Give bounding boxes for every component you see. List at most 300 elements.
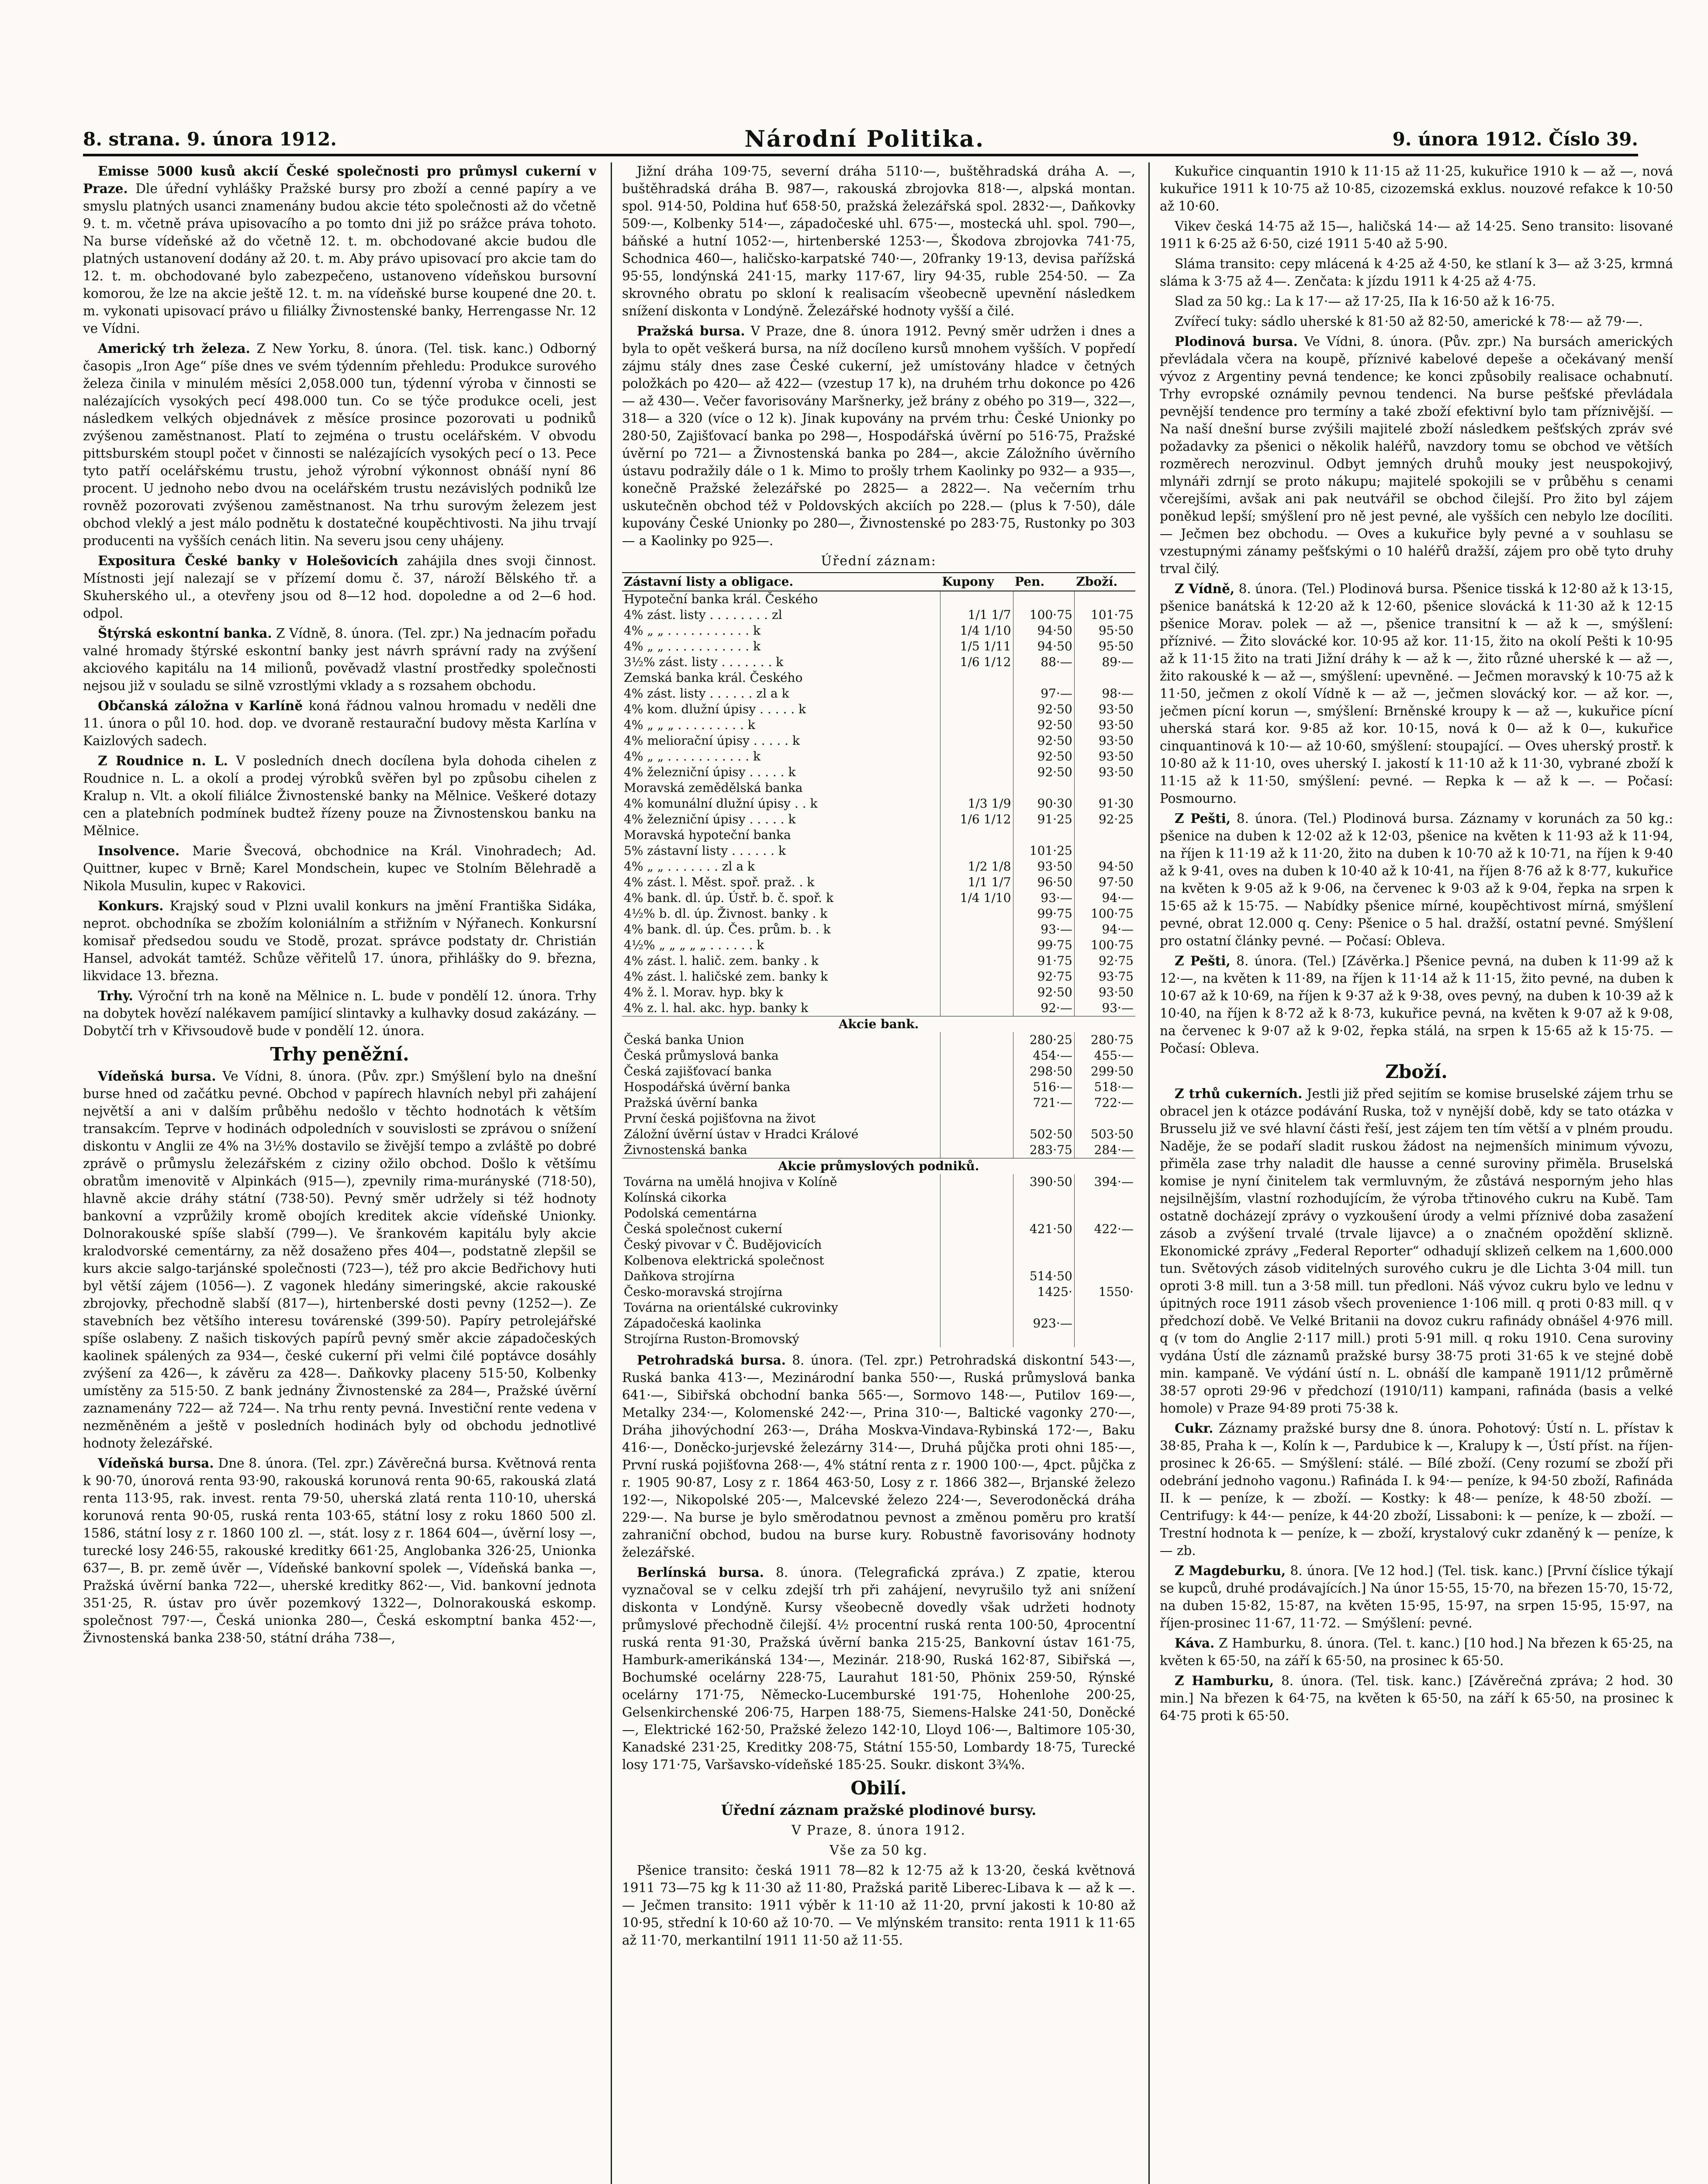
coupon-cell: [940, 780, 1013, 796]
table-row: [622, 702, 1135, 717]
table-row: [622, 1095, 1135, 1111]
table-row: [622, 890, 1135, 906]
article-headline: Emisse 5000 kusů akcií České společnosti pro průmysl cukerní v Praze.: [83, 163, 596, 196]
coupon-cell: [940, 1316, 1013, 1331]
article-body: 8. února. (Tel. zpr.) Petrohradská diskontní 543·—, Ruská banka 413·—, Mezinárodní banka 550·—, Ruská průmyslová banka 641·—, Sibiřská obchodní banka 565·—, Sormovo 148·—, Putilov 169·—, Metalky 234·—, Kolomenské 242·—, Prina 310·—, Baltické vagonky 270·—, Dráha jihovýchodní 263·—, Dráha Moskva-Vindava-Rybinská 172·—, Baku 416·—, Doněcko-jurjevské železárny 314·—, Druhá půjčka proti ohni 185·—, První ruská pojišťovna 268·—, 4% státní renta z r. 1900 100·—, 4pct. půjčka z r. 1905 90·87, Losy z r. 1864 463·50, Losy z r. 1866 382—, Brjanské železo 192·—, Nikopolské 205·—, Malcevské železo 224·—, Severodoněcká dráha 229·—. Na burse je bylo směrodatnou pevnost a změnou poměru pro kratší zahraniční obchod, budou na burse kury. Robustně favorisovány hodnoty železářské.: [622, 1353, 1135, 1560]
coupon-cell: 1/1 1/7: [940, 874, 1013, 890]
article-headline: Vídeňská bursa.: [98, 1068, 216, 1084]
coupon-cell: 1/6 1/12: [940, 812, 1013, 827]
security-name-cell: Česká banka Union: [624, 1033, 744, 1047]
bid-price-cell: 283·75: [1013, 1142, 1074, 1158]
bid-price-cell: 93·—: [1013, 890, 1074, 906]
bid-price-cell: 94·50: [1013, 639, 1074, 654]
industry-rows: [622, 1174, 1135, 1347]
coupon-cell: [940, 1300, 1013, 1316]
table-row: [622, 1142, 1135, 1158]
table-row: [622, 1221, 1135, 1237]
ask-price-cell: [1074, 670, 1135, 686]
table-row: [622, 764, 1135, 780]
bid-price-cell: 454·—: [1013, 1048, 1074, 1064]
security-name-cell: 3½% zást. listy . . . . . . . k: [624, 655, 784, 669]
bid-price-cell: 298·50: [1013, 1064, 1074, 1079]
ask-price-cell: 93·50: [1074, 733, 1135, 749]
bid-price-cell: [1013, 1237, 1074, 1253]
coupon-cell: [940, 749, 1013, 764]
article: [83, 697, 596, 750]
article-body: Jižní dráha 109·75, severní dráha 5110·—, buštěhradská dráha A. —, buštěhradská dráha B. 987—, rakouská zbrojovka 818·—, alpská montan. spol. 914·50, Poldina huť 658·50, pražská železářská spol. 2832·—, Daňkovky 509·—, Kolbenky 514·—, západočeské uhl. 675·—, mostecká uhl. spol. 790—, báňské a hutní 1052·—, hirtenberské 1253·—, Škodova zbrojovka 741·75, Schodnica 460—, haličsko-karpatské 740·—, 20franky 19·13, devisa pařížská 95·55, londýnská 241·15, marky 117·67, liry 94·35, ruble 254·50. — Za skrovného obratu po skloní k realisacím všeobecně upevnění následkem snížení diskonta v Londýně. Železářské hodnoty vyšší a čilé.: [622, 164, 1135, 318]
ask-price-cell: 394·—: [1074, 1174, 1135, 1190]
coupon-cell: [940, 764, 1013, 780]
table-row: [622, 591, 1135, 607]
security-name-cell: První česká pojišťovna na život: [624, 1111, 816, 1126]
coupon-cell: [940, 937, 1013, 953]
security-name-cell: Hospodářská úvěrní banka: [624, 1080, 791, 1094]
table-row: [622, 874, 1135, 890]
quotes-table: [622, 572, 1135, 1347]
column-header: Zboží.: [1074, 573, 1135, 591]
security-name-cell: 4% „ „ „ . . . . . . . . . k: [624, 718, 755, 732]
security-name-cell: Česká zajišťovací banka: [624, 1064, 772, 1078]
security-name-cell: 4% zást. listy . . . . . . . . zl: [624, 608, 782, 622]
security-name-cell: 4% bank. dl. úp. Čes. prům. b. . k: [624, 922, 831, 936]
bid-price-cell: [1013, 1331, 1074, 1347]
ask-price-cell: [1074, 1331, 1135, 1347]
article-body: 8. února. [Ve 12 hod.] (Tel. tisk. kanc.) [První číslice týkají se kupců, druhé prodávajících.] Na únor 15·55, 15·70, na březen 15·70, 15·72, na duben 15·82, 15·87, na květen 15·95, 15·97, na srpen 15·95, 15·97, na říjen-prosinec 11·67, 11·72. — Smýšlení: pevné.: [1160, 1563, 1673, 1631]
article-headline: Berlínská bursa.: [637, 1565, 764, 1580]
article-headline: Trhy.: [98, 988, 133, 1003]
article: [1160, 810, 1673, 950]
bonds-rows: [622, 591, 1135, 1016]
article: [622, 1564, 1135, 1773]
article: [83, 1455, 596, 1647]
bid-price-cell: 92·—: [1013, 1000, 1074, 1016]
table-row: [622, 717, 1135, 733]
coupon-cell: [940, 1253, 1013, 1268]
security-name-cell: 4% zást. l. haličské zem. banky k: [624, 969, 828, 984]
bid-price-cell: [1013, 1253, 1074, 1268]
bid-price-cell: [1013, 780, 1074, 796]
ask-price-cell: 422·—: [1074, 1221, 1135, 1237]
coupon-cell: [940, 1237, 1013, 1253]
table-row: [622, 1206, 1135, 1221]
table-row: [622, 670, 1135, 686]
table-row: [622, 969, 1135, 985]
bid-price-cell: 91·25: [1013, 812, 1074, 827]
coupon-cell: [940, 686, 1013, 702]
coupon-cell: 1/5 1/11: [940, 639, 1013, 654]
ask-price-cell: [1074, 1190, 1135, 1206]
article-body: 8. února. (Telegrafická zpráva.) Z zpatie, kterou vyznačoval se v celku zdejší trh při zahájení, nevyrušilo tyž ani snížení diskonta v Londýně. Kursy všeobecně dovedly však udržeti hodnoty průmyslové přechodně čilejší. 4½ procentní ruská renta 100·50, 4procentní ruská renta 91·30, Pražská úvěrní banka 215·25, Bankovní ústav 161·75, Hamburk-amerikánská 134·—, Mezinár. 218·90, Ruská 162·87, Sibiřská —, Bochumské ocelárny 228·75, Laurahut 181·50, Phönix 259·50, Rýnské ocelárny 171·75, Německo-Lucemburské 191·75, Hohenlohe 200·25, Gelsenkirchenské 206·75, Harpen 188·75, Siemens-Halske 241·50, Doněcké —, Elektrické 162·50, Pražské železo 142·10, Lloyd 106·—, Baltimore 105·30, Kanadské 231·25, Kreditky 208·75, Státní 155·50, Lombardy 18·75, Turecké losy 171·75, Varšavsko-vídeňské 185·25. Soukr. diskont 3¾%.: [622, 1565, 1135, 1772]
ask-price-cell: 94·50: [1074, 859, 1135, 874]
ask-price-cell: [1074, 1253, 1135, 1268]
bid-price-cell: 92·50: [1013, 733, 1074, 749]
security-name-cell: Továrna na umělá hnojiva v Kolíně: [624, 1175, 837, 1189]
table-caption: Úřední záznam:: [821, 553, 937, 568]
article-body: Z New Yorku, 8. února. (Tel. tisk. kanc.) Odborný časopis „Iron Age“ píše dnes ve svém týdenním přehledu: Produkce surového železa činila v minulém měsíci 2,058.000 tun, týdenní výroba v činnosti se nalézajících vysokých pecí 498.000 tun. Co se týče produkce oceli, jest následkem velkých objednávek z měsíce prosince pozorovati u podniků zvýšenou zaměstnanost. Platí to zejména o trustu ocelářském. V obvodu pittsburském stoupl počet v činnosti se nalézajících vysokých pecí o 13. Pece tyto patří ocelářskému trustu, jehož výrobní výkonnost obnáší nyní 86 procent. U jednoho nebo dvou na ocelářském trustu nezávislých podniků lze rovněž pozorovati zvýšenou zaměstnanost. Na trhu surovým železem jest obchod vleklý a jest málo podnětu k dostatečné koupěchtivosti. Na jihu trvají producenti na vyšších cenách litin. Na severu jsou ceny uhájeny.: [83, 341, 596, 548]
table-row: [622, 1127, 1135, 1142]
table-row: [622, 780, 1135, 796]
dateline: V Praze, 8. února 1912.: [792, 1823, 966, 1838]
ask-price-cell: 93·—: [1074, 1000, 1135, 1016]
security-name-cell: 4% „ „ . . . . . . . . . . . k: [624, 639, 761, 653]
ask-price-cell: 97·50: [1074, 874, 1135, 890]
section-row-group: [622, 1016, 1135, 1033]
bid-price-cell: 97·—: [1013, 686, 1074, 702]
article-headline: Petrohradská bursa.: [637, 1352, 786, 1368]
table-row: [622, 827, 1135, 843]
article-body: Pšenice transito: česká 1911 78—82 k 12·75 až k 13·20, česká květnová 1911 73—75 kg k 11·30 až 11·80, Pražská paritě Liberec-Libava k — až k —. — Ječmen transito: 1911 výběr k 11·10 až 11·20, první jakosti k 10·80 až 10·95, střední k 10·60 až 10·70. — Ve mlýnském transito: renta 1911 k 11·65 až 11·70, merkantilní 1911 11·50 až 11·55.: [622, 1863, 1135, 1948]
ask-price-cell: 92·25: [1074, 812, 1135, 827]
security-name-cell: Západočeská kaolinka: [624, 1316, 761, 1330]
header-rule: [83, 154, 1638, 156]
security-name-cell: 4% kom. dlužní úpisy . . . . . k: [624, 702, 806, 716]
bid-price-cell: 280·25: [1013, 1032, 1074, 1048]
coupon-cell: [940, 1190, 1013, 1206]
coupon-cell: [940, 591, 1013, 607]
article-headline: Z Roudnice n. L.: [98, 753, 228, 768]
ask-price-cell: 91·30: [1074, 796, 1135, 812]
security-name-cell: Záložní úvěrní ústav v Hradci Králové: [624, 1127, 859, 1141]
article-headline: Z Magdeburku,: [1175, 1563, 1286, 1578]
table-row: [622, 1331, 1135, 1347]
security-name-cell: 4½% b. dl. úp. Živnost. banky . k: [624, 906, 828, 921]
coupon-cell: [940, 1111, 1013, 1127]
article-body: zahájila dnes svoji činnost. Místnosti její nalezají se v přízemí domu č. 37, nároží Bělského tř. a Skuherského ul., a otevřeny jsou od 8—12 hod. dopoledne a od 2—6 hod. odpol.: [83, 553, 596, 621]
coupon-cell: [940, 1000, 1013, 1016]
security-name-cell: Česká společnost cukerní: [624, 1222, 782, 1236]
ask-price-cell: 94·—: [1074, 922, 1135, 937]
ask-price-cell: 722·—: [1074, 1095, 1135, 1111]
coupon-cell: [940, 702, 1013, 717]
security-name-cell: 4% ž. l. Morav. hyp. bky k: [624, 985, 783, 999]
security-name-cell: 4% z. l. hal. akc. hyp. banky k: [624, 1001, 809, 1015]
table-row: [622, 639, 1135, 654]
ask-price-cell: 92·75: [1074, 953, 1135, 969]
ask-price-cell: [1074, 1237, 1135, 1253]
column-2: [622, 162, 1135, 2184]
ask-price-cell: 299·50: [1074, 1064, 1135, 1079]
article-headline: Vídeňská bursa.: [98, 1455, 214, 1471]
article-body: Marie Švecová, obchodnice na Král. Vinohradech; Ad. Quittner, kupec v Brně; Karel Mondschein, kupec ve Stolním Bělehradě a Nikola Musulin, kupec v Rakovici.: [83, 843, 596, 893]
article: [83, 552, 596, 622]
article: [83, 897, 596, 985]
coupon-cell: 1/1 1/7: [940, 607, 1013, 623]
bid-price-cell: [1013, 827, 1074, 843]
security-name-cell: Daňkova strojírna: [624, 1269, 735, 1283]
article-body: 8. února. (Tel. tisk. kanc.) [Závěrečná zpráva; 2 hod. 30 min.] Na březen k 64·75, na květen k 65·50, na září k 65·50, na prosinec k 64·75 proti k 65·50.: [1160, 1673, 1673, 1723]
table-row: [622, 937, 1135, 953]
security-name-cell: Česko-moravská strojírna: [624, 1285, 783, 1299]
table-row: [622, 922, 1135, 937]
column-header: Kupony: [940, 573, 1013, 591]
ask-price-cell: 94·—: [1074, 890, 1135, 906]
bid-price-cell: 390·50: [1013, 1174, 1074, 1190]
security-name-cell: 4% zást. l. halič. zem. banky . k: [624, 954, 819, 968]
bid-price-cell: 93·50: [1013, 859, 1074, 874]
article-headline: Konkurs.: [98, 898, 164, 913]
table-row: [622, 953, 1135, 969]
coupon-cell: [940, 985, 1013, 1000]
column-header: Pen.: [1013, 573, 1074, 591]
coupon-cell: [940, 1206, 1013, 1221]
coupon-cell: [940, 670, 1013, 686]
article-headline: Pražská bursa.: [637, 323, 745, 339]
article-body: Kukuřice cinquantin 1910 k 11·15 až 11·25, kukuřice 1910 k — až —, nová kukuřice 1911 k 10·75 až 10·85, cizozemská exklus. nouzové refakce k 10·50 až 10·60.: [1160, 164, 1673, 214]
table-row: [622, 1048, 1135, 1064]
section-heading: Zboží.: [1385, 1061, 1448, 1082]
ask-price-cell: 93·50: [1074, 702, 1135, 717]
table-row: [622, 1268, 1135, 1284]
security-name-cell: 5% zástavní listy . . . . . . k: [624, 843, 786, 858]
article: [1160, 1562, 1673, 1632]
ask-price-cell: 95·50: [1074, 623, 1135, 639]
security-name-cell: Pražská úvěrní banka: [624, 1095, 758, 1110]
bid-price-cell: 721·—: [1013, 1095, 1074, 1111]
coupon-cell: [940, 1079, 1013, 1095]
article-headline: Expositura České banky v Holešovicích: [98, 553, 398, 568]
coupon-cell: [940, 906, 1013, 922]
table-row: [622, 1000, 1135, 1016]
bid-price-cell: 92·50: [1013, 764, 1074, 780]
column-divider: [1148, 162, 1150, 2184]
table-section-label: Akcie bank.: [622, 1016, 1135, 1033]
ask-price-cell: 93·75: [1074, 969, 1135, 985]
table-row: [622, 1284, 1135, 1300]
coupon-cell: [940, 953, 1013, 969]
bid-price-cell: 92·50: [1013, 749, 1074, 764]
bid-price-cell: 1425·: [1013, 1284, 1074, 1300]
bid-price-cell: 101·25: [1013, 843, 1074, 859]
article-body: Z Hamburku, 8. února. (Tel. t. kanc.) [10 hod.] Na březen k 65·25, na květen k 65·50, na září k 65·50, na prosinec k 65·50.: [1160, 1636, 1673, 1668]
table-row: [622, 654, 1135, 670]
table-row: [622, 859, 1135, 874]
bid-price-cell: [1013, 670, 1074, 686]
article: [1160, 952, 1673, 1057]
article: [622, 1351, 1135, 1561]
ask-price-cell: 101·75: [1074, 607, 1135, 623]
article: [83, 340, 596, 549]
article: [1160, 1420, 1673, 1559]
ask-price-cell: 93·50: [1074, 749, 1135, 764]
bid-price-cell: 92·50: [1013, 985, 1074, 1000]
coupon-cell: [940, 733, 1013, 749]
coupon-cell: [940, 717, 1013, 733]
table-row: [622, 1064, 1135, 1079]
article: [83, 1068, 596, 1452]
ask-price-cell: 1550·: [1074, 1284, 1135, 1300]
article-headline: Z Vídně,: [1175, 581, 1235, 596]
ask-price-cell: [1074, 591, 1135, 607]
security-name-cell: Podolská cementárna: [624, 1206, 757, 1220]
bid-price-cell: [1013, 591, 1074, 607]
article-body: Dne 8. února. (Tel. zpr.) Závěrečná bursa. Květnová renta k 90·70, únorová renta 93·90, rakouská korunová renta 90·65, rakouská zlatá renta 113·95, rak. invest. renta 79·50, uherská zlatá renta 110·10, uherská korunová renta 90·05, ruská renta 103·65, státní losy z roku 1860 500 zl. 1586, státní losy z r. 1860 100 zl. —, stát. losy z r. 1864 604—, úvěrní losy —, turecké losy 246·55, rakouské kreditky 661·25, Anglobanka 326·25, Unionka 637—, B. pr. země úvěr —, Vídeňské bankovní spolek —, Vídeňská banka —, Pražská úvěrní banka 722—, uherské kreditky 862·—, Vid. bankovní jednota 351·25, R. ústav pro úvěr pozemkový 1322—, Dolnorakouská eskomp. společnost 797·—, Česká unionka 280—, Česká eskomptní banka 452·—, Živnostenská banka 238·50, státní dráha 738—,: [83, 1456, 596, 1645]
page-header: [83, 121, 1638, 156]
bid-price-cell: 94·50: [1013, 623, 1074, 639]
coupon-cell: [940, 1331, 1013, 1347]
table-section-row: [622, 1016, 1135, 1033]
security-name-cell: Živnostenská banka: [624, 1143, 747, 1157]
coupon-cell: 1/6 1/12: [940, 654, 1013, 670]
coupon-cell: [940, 827, 1013, 843]
bid-price-cell: [1013, 1111, 1074, 1127]
article-body: Sláma transito: cepy mlácená k 4·25 až 4·50, ke stlaní k 3— až 3·25, krmná sláma k 3·75 až 4—. Zenčata: k jízdu 1911 k 4·25 až 4·75.: [1160, 256, 1673, 289]
ask-price-cell: 93·50: [1074, 717, 1135, 733]
bid-price-cell: 96·50: [1013, 874, 1074, 890]
article-body: Záznamy pražské bursy dne 8. února. Pohotový: Ústí n. L. přístav k 38·85, Praha k —, Kolín k —, Pardubice k —, Kralupy k —, Ústí příst. na říjen-prosinec k 26·65. — Smýšlení: stálé. — Bílé zboží. (Ceny rozumí se zboží při odebrání jednoho vagonu.) Rafináda I. k 94·— peníze, k 94·50 zboží, Rafináda II. k — peníze, k — zboží. — Kostky: k 48·— peníze, k 48·50 zboží. — Centrifugy: k 44·— peníze, k 44·20 zboží, Lissaboni: k — peníze, k — zboží. — Trestní hodnota k — peníze, k — zboží, krystalový cukr zdaněný k — peníze, k — zb.: [1160, 1421, 1673, 1558]
article-body: Dle úřední vyhlášky Pražské bursy pro zboží a cenné papíry a ve smyslu platných usanci znamenány budou akcie této společnosti až do včetně 9. t. m. včetně práva upisovacího a po tomto dni již po srážce práva tohoto. Na burse vídeňské až do včetně 12. t. m. obchodované akcie budou dle platných ustanovení dodány až 20. t. m. Aby právo upisovací pro akcie tam do 12. t. m. obchodované bylo zabezpečeno, ustanoveno vídeňskou bursovní komorou, že lze na akcie ještě 12. t. m. na vídeňské burse koupené dne 20. t. m. vykonati upisovací právo u filiálky Živnostenské banky, Herrengasse Nr. 12 ve Vídni.: [83, 181, 596, 336]
coupon-cell: [940, 1127, 1013, 1142]
coupon-cell: [940, 1032, 1013, 1048]
article-body: V Praze, dne 8. února 1912. Pevný směr udržen i dnes a byla to opět veškerá bursa, na níž docíleno kursů mnohem vyšších. V popředí zájmu stály dnes zase České cukerní, jež umístovány hladce v četných položkách po 420— až 422— (vzestup 17 k), na druhém trhu dokonce po 426— až 430—. Večer favorisovány Maršnerky, jež brány z obého po 319—, 322—, 318— a 320 (více o 12 k). Jinak kupovány na prvém trhu: České Unionky po 280·50, Zajišťovací banka po 298—, Hospodářská úvěrní po 516·75, Pražské úvěrní po 721— a Živnostenská banka po 284—, akcie Záložního úvěrního ústavu podražily dále o 1 k. Mimo to prošly trhem Kaolinky po 932— a 935—, konečně Pražské železářské po 2825— a 2822—. Na večerním trhu uskutečněn obchod též v Poldovských akciích po 228.— (plus k 7·50), dále kupovány České Unionky po 280—, Živnostenské po 283·75, Rustonky po 303— a Kaolinky po 925—.: [622, 324, 1135, 548]
article-headline: Z Pešti,: [1175, 953, 1231, 968]
security-name-cell: 4% „ „ . . . . . . . . . . . k: [624, 749, 761, 764]
ask-price-cell: 89·—: [1074, 654, 1135, 670]
security-name-cell: Továrna na orientálské cukrovinky: [624, 1300, 838, 1315]
ask-price-cell: [1074, 1111, 1135, 1127]
security-name-cell: 4% komunální dlužní úpisy . . k: [624, 796, 818, 811]
table-row: [622, 906, 1135, 922]
security-name-cell: 4% železniční úpisy . . . . . k: [624, 812, 796, 826]
ask-price-cell: [1074, 1206, 1135, 1221]
table-row: [622, 1237, 1135, 1253]
bid-price-cell: 421·50: [1013, 1221, 1074, 1237]
ask-price-cell: [1074, 843, 1135, 859]
article-headline: Káva.: [1175, 1635, 1215, 1651]
ask-price-cell: 100·75: [1074, 937, 1135, 953]
article-body: 8. února. (Tel.) Plodinová bursa. Záznamy v korunách za 50 kg.: pšenice na duben k 12·02 až k 12·03, pšenice na květen k 11·93 až k 11·94, na říjen k 11·19 až k 11·20, žito na duben k 10·70 až k 10·71, na říjen k 9·40 až k 9·41, oves na duben k 10·40 až k 10·41, na říjen 8·76 až k 8·77, kukuřice na květen k 9·05 až k 9·06, na červenec k 9·03 až k 9·04, řepka na srpen k 15·65 až k 15·75. — Nabídky pšenice mírné, koupěchtivost mírná, smýšlení pevné, obrat 12.000 q. Ceny: Pšenice o 5 hal. dražší, ostatní pevné. Smýšlení pro ostatní články pevné. — Počasí: Obleva.: [1160, 811, 1673, 948]
ask-price-cell: [1074, 1316, 1135, 1331]
article-headline: Z Hamburku,: [1175, 1673, 1274, 1688]
ask-price-cell: 93·50: [1074, 985, 1135, 1000]
article-body: 8. února. (Tel.) [Závěrka.] Pšenice pevná, na duben k 11·99 až k 12·—, na květen k 11·89, na říjen k 11·14 až k 11·15, žito pevné, na duben k 10·67 až k 10·69, na říjen k 9·37 až k 9·38, oves pevný, na duben k 10·39 až k 10·40, na říjen k 8·72 až k 8·73, kukuřice pevná, na květen k 9·07 až k 9·08, na červenec k 9·07 až k 9·02, řepka stálá, na srpen k 15·65 až k 15·75. — Počasí: Obleva.: [1160, 954, 1673, 1056]
coupon-cell: [940, 1268, 1013, 1284]
article-body: Slad za 50 kg.: La k 17·— až 17·25, IIa k 16·50 až k 16·75.: [1175, 294, 1555, 309]
article-body: koná řádnou valnou hromadu v neděli dne 11. února o půl 10. hod. dop. ve dvoraně restaurační budovy města Karlína v Kaizlových sadech.: [83, 698, 596, 748]
table-row: [622, 1190, 1135, 1206]
table-row: [622, 843, 1135, 859]
article-body: Výroční trh na koně na Mělnice n. L. bude v pondělí 12. února. Trhy na dobytek hovězí nalékavem pamíjicí slintavky a kulhavky dosud zakázány. — Dobytčí trh v Křivsoudově bude v pondělí 12. února.: [83, 988, 596, 1038]
article: [1160, 333, 1673, 577]
bid-price-cell: 92·50: [1013, 717, 1074, 733]
ask-price-cell: [1074, 1268, 1135, 1284]
security-name-cell: 4% „ „ . . . . . . . zl a k: [624, 859, 755, 874]
column-3: [1160, 162, 1673, 2184]
coupon-cell: 1/4 1/10: [940, 623, 1013, 639]
coupon-cell: [940, 1221, 1013, 1237]
issue-number: 9. února 1912. Číslo 39.: [1392, 128, 1638, 150]
section-heading: Trhy peněžní.: [270, 1044, 409, 1065]
article-body: V posledních dnech docílena byla dohoda cihelen z Roudnice n. L. a okolí a prodej výrobků svěřen byl po způsobu cihelen z Kralup n. Vlt. a okolí filiálce Živnostenské banky na Mělnice. Veškeré dotazy cen a platebních podmínek budtež řízeny pouze na Živnostenskou banku na Mělnice.: [83, 753, 596, 838]
ask-price-cell: [1074, 827, 1135, 843]
ask-price-cell: 98·—: [1074, 686, 1135, 702]
security-name-cell: Moravská zemědělská banka: [624, 781, 803, 795]
article-body: Krajský soud v Plzni uvalil konkurs na jmění Františka Sidáka, neprot. obchodníka se zbožím koloniálním a střižním v Nýřanech. Konkursní komisař předsedou soudu ve Stodě, prozat. správce podstaty dr. Christián Hansel, advokát tamtéž. Schůze věřitelů 17. února, přihlášky do 9. března, likvidace 13. března.: [83, 898, 596, 983]
bid-price-cell: 93·—: [1013, 922, 1074, 937]
subsection-heading: Úřední záznam pražské plodinové bursy.: [721, 1802, 1037, 1818]
article-headline: Štýrská eskontní banka.: [98, 625, 272, 641]
coupon-cell: [940, 1095, 1013, 1111]
coupon-cell: [940, 1174, 1013, 1190]
table-row: [622, 686, 1135, 702]
section-heading: Obilí.: [851, 1777, 907, 1799]
ask-price-cell: 280·75: [1074, 1032, 1135, 1048]
article-body: Ve Vídni, 8. února. (Pův. zpr.) Smýšlení bylo na dnešní burse hned od začátku pevné. Obchod v papírech hlavních nebyl při zahájení největší a ani v dalším průběhu nedošlo v těchto hodnotách k větším transakcím. Teprve v hodinách odpoledních v souvislosti se zprávou o snížení diskontu v Anglii ze 4% na 3½% dostavilo se živější tempo a zvláště po dobré zprávě o průmyslu železářském z ciziny ožilo obchod. Došlo k většímu obratům imenovitě v Alpinkách (915—), zpevnily rima-murányské (718·50), hlavně akcie dráhy státní (738·50). Pevný směr udržely si též hodnoty bankovní a vzprůžily kromě obojích kreditek akcie vídeňské Unionky. Dolnorakouské spíše slabší (799—). Ve šrankovém kapitálu byly akcie kralodvorské cementárny, za něž dosaženo přes 404—, podstatně zlepšil se kurs akcie salgo-tarjánské společnosti (723—), též pro akcie Bedřichovy huti byl větší zájem (1056—). Z vagonek hledány simeringské, akcie rakouské zbrojovky, přechodně slabší (817—), hirtenberské dosti pevny (1252—). Ze stavebních bez většího interesu továrenské (399·50). Papíry petrolejářské spíše oslabeny. Z našich tiskových papírů pevný směr akcie západočeských kaolinek spálených za 934—, české cukerní při velmi čilé poptávce dosáhly zvýšení za 426—, k závěru za 428—. Daňkovky placeny 515·50, Kolbenky umístěny za 515·50. Z bank jednány Živnostenské za 284—, Pražské úvěrní zaznamenány 722— až 724—. Na trhu renty pevná. Investiční rente vedena v nezměněném a ještě v posledních hodinách byly od obchodu jednotlivé hodnoty železářské.: [83, 1069, 596, 1451]
bid-price-cell: 100·75: [1013, 607, 1074, 623]
table-row: [622, 1174, 1135, 1190]
bid-price-cell: 514·50: [1013, 1268, 1074, 1284]
bid-price-cell: 91·75: [1013, 953, 1074, 969]
article: [622, 322, 1135, 549]
article: [83, 625, 596, 695]
table-section-row: [622, 1158, 1135, 1175]
ask-price-cell: 93·50: [1074, 764, 1135, 780]
bid-price-cell: 90·30: [1013, 796, 1074, 812]
article-headline: Insolvence.: [98, 843, 180, 858]
table-row: [622, 1032, 1135, 1048]
article-body: Vikev česká 14·75 až 15—, haličská 14·— až 14·25. Seno transito: lisované 1911 k 6·25 až 6·50, cizé 1911 5·40 až 5·90.: [1160, 219, 1673, 251]
table-row: [622, 812, 1135, 827]
ask-price-cell: 100·75: [1074, 906, 1135, 922]
coupon-cell: 1/3 1/9: [940, 796, 1013, 812]
security-name-cell: Hypoteční banka král. Českého: [624, 592, 818, 606]
ask-price-cell: 455·—: [1074, 1048, 1135, 1064]
table-row: [622, 1300, 1135, 1316]
article-headline: Americký trh železa.: [98, 341, 250, 356]
security-name-cell: Kolínská cikorka: [624, 1190, 727, 1205]
article: [1160, 580, 1673, 807]
table-row: [622, 796, 1135, 812]
table-row: [622, 1079, 1135, 1095]
security-name-cell: Moravská hypoteční banka: [624, 828, 791, 842]
newspaper-title: Národní Politika.: [744, 125, 985, 152]
column-1: [83, 162, 596, 2184]
page-number-date: 8. strana. 9. února 1912.: [83, 128, 337, 150]
article-body: Ve Vídni, 8. února. (Pův. zpr.) Na bursách amerických převládala včera na koupě, příznivé kabelové depeše a očekávaný menší vývoz z Argentiny pevná tendence; ke konci způsobily realisace ochabnutí. Trhy evropské oznámily pevnou tendenci. Na burse pešťské převládala pevnější tendence pro termíny a také zboží efektivní bylo tam příznivější. — Na naší dnešní burse zvýšili majitelé zboží následkem pešťských zpráv své požadavky za pšenici o několik haléřů, navzdory tomu se obchod ve větších rozměrech nerozvinul. Odbyt jemných druhů mouky jest neuspokojivý, mlynáři zdrnjí se proto nákupu; majitelé spokojili se v průběhu s cenami včerejšími, avšak ani pak neutvářil se obchod čilejší. Pro žito byl zájem poněkud lepší; smýšlení pro ně jest pevné, ale vyšších cen nebylo lze docíliti. — Ječmen bez obchodu. — Oves a kukuřice byly pevné a v souhlasu se vzestupnými zánamy pešťskými o 10 haléřů dražší, zájem pro obě tyto druhy trval čilý.: [1160, 334, 1673, 576]
bid-price-cell: 516·—: [1013, 1079, 1074, 1095]
bid-price-cell: [1013, 1300, 1074, 1316]
article: [1160, 1085, 1673, 1417]
security-name-cell: 4% zást. listy . . . . . . zl a k: [624, 686, 789, 701]
table-row: [622, 1111, 1135, 1127]
bid-price-cell: 99·75: [1013, 937, 1074, 953]
article: [83, 842, 596, 895]
ask-price-cell: 503·50: [1074, 1127, 1135, 1142]
table-row: [622, 623, 1135, 639]
table-row: [622, 749, 1135, 764]
column-header: Zástavní listy a obligace.: [622, 573, 940, 591]
table-row: [622, 1253, 1135, 1268]
ask-price-cell: [1074, 780, 1135, 796]
article-body: 8. února. (Tel.) Plodinová bursa. Pšenice tisská k 12·80 až k 13·15, pšenice banátská k 12·20 až k 12·60, pšenice slovácká k 11·30 až k 12·15 pšenice Morav. polek — až —, pšenice transitní k — až k —, smýšlení: příznivé. — Žito slovácké kor. 10·95 až kor. 11·15, žito na okolí Pešti k 10·95 až k 11·15 žito na trati Jižní dráhy k — až k —, žito různé uherské k — až —, žito rakouské k — až —, smýšlení: upevněné. — Ječmen moravský k 10·75 až k 11·50, ječmen z okolí Vídně k — až —, ječmen slovácký kor. — až kor. —, ječmen pícní korun —, smýšlení: Brněnské kroupy k — až —, kukuřice pícní uherská stará kor. 9·85 až kor. 10·15, nová k 0— až k 0—, kukuřice cinquantinová k 10·— až 10·60, smýšlení: stoupající. — Oves uherský prostř. k 10·80 až k 11·10, oves uherský I. jakostí k 11·10 až k 11·30, vybrané zboží k 11·15 až k 11·50, smýšlení: pevné. — Repka k — až k —. — Počasí: Posmourno.: [1160, 581, 1673, 806]
security-name-cell: 4% meliorační úpisy . . . . . k: [624, 733, 800, 748]
security-name-cell: 4% „ „ . . . . . . . . . . . k: [624, 623, 761, 638]
coupon-cell: [940, 1064, 1013, 1079]
table-row: [622, 733, 1135, 749]
security-name-cell: 4% bank. dl. úp. Ústř. b. č. spoř. k: [624, 891, 833, 905]
ask-price-cell: 518·—: [1074, 1079, 1135, 1095]
bid-price-cell: 88·—: [1013, 654, 1074, 670]
bank-rows: [622, 1032, 1135, 1158]
article: [83, 987, 596, 1040]
table-section-label: Akcie průmyslových podniků.: [622, 1158, 1135, 1175]
coupon-cell: [940, 843, 1013, 859]
table-header-row: [622, 573, 1135, 591]
article-headline: Z trhů cukerních.: [1175, 1086, 1303, 1101]
article-body: Zvířecí tuky: sádlo uherské k 81·50 až 82·50, americké k 78·— až 79·—.: [1175, 314, 1643, 329]
security-name-cell: 4% zást. l. Měst. spoř. praž. . k: [624, 875, 815, 889]
bid-price-cell: 99·75: [1013, 906, 1074, 922]
article: [83, 162, 596, 337]
